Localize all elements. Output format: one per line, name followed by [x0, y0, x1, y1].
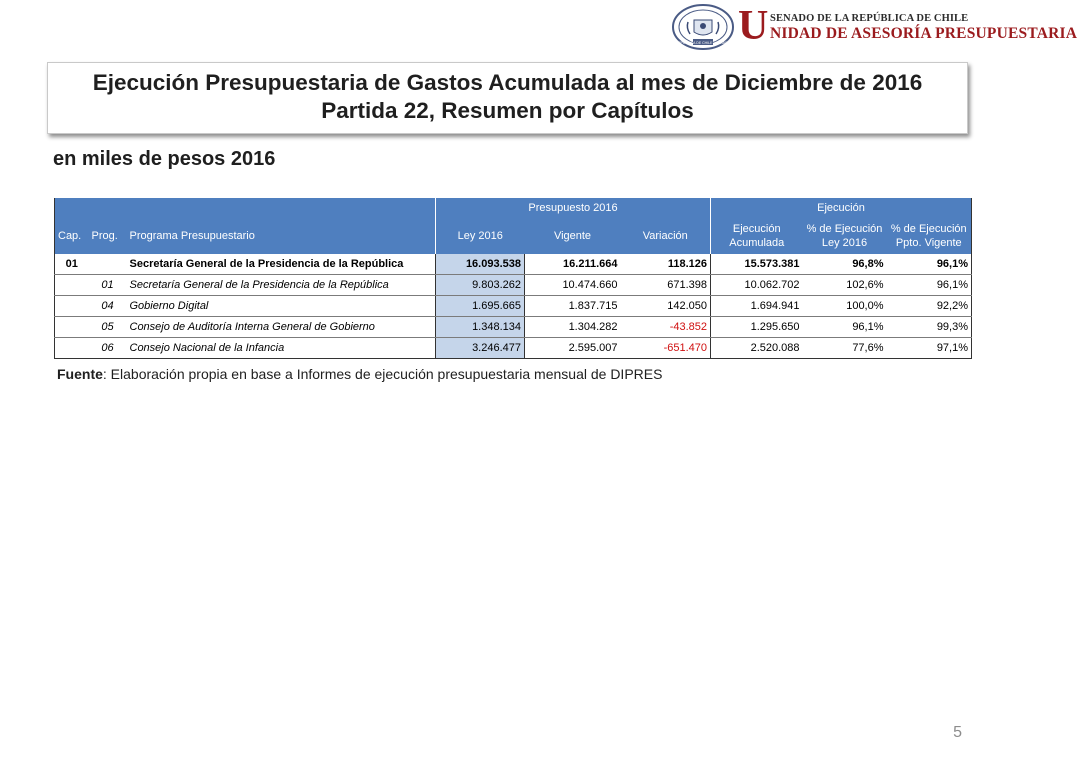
- col-ejecucion: [711, 218, 803, 254]
- cell-pct-vigente: 99,3%: [887, 317, 972, 338]
- cell-pct-vigente: 92,2%: [887, 296, 972, 317]
- table-row: [55, 338, 972, 359]
- brand-bottom-line: NIDAD DE ASESORÍA PRESUPUESTARIA: [770, 25, 1077, 42]
- senado-seal-icon: [672, 4, 734, 50]
- cell-programa: Gobierno Digital: [127, 296, 436, 317]
- table-row: [55, 275, 972, 296]
- col-variacion: Variación: [621, 218, 711, 254]
- cell-programa: Consejo de Auditoría Interna General de Gobierno: [127, 317, 436, 338]
- col-pct-vigente-line2: Ppto. Vigente: [895, 237, 962, 249]
- cell-programa: Consejo Nacional de la Infancia: [127, 338, 436, 359]
- cell-ejecucion: 10.062.702: [711, 275, 803, 296]
- svg-text:REPÚBLICA DE CHILE · SENADO: REPÚBLICA DE CHILE · SENADO: [675, 41, 731, 45]
- title-box: [47, 62, 968, 134]
- cell-variacion: 671.398: [621, 275, 711, 296]
- cell-cap: [55, 338, 89, 359]
- cell-cap: [55, 275, 89, 296]
- cell-prog: [89, 254, 127, 275]
- cell-cap: 01: [55, 254, 89, 275]
- col-pct-vigente: [887, 218, 972, 254]
- cell-variacion: 142.050: [621, 296, 711, 317]
- cell-pct-ley: 96,8%: [803, 254, 887, 275]
- cell-variacion: -651.470: [621, 338, 711, 359]
- col-programa: Programa Presupuestario: [127, 218, 436, 254]
- page-title: Ejecución Presupuestaria de Gastos Acumulada al mes de Diciembre de 2016: [92, 70, 923, 95]
- cell-ley: 3.246.477: [436, 338, 525, 359]
- col-ejecucion-line2: Acumulada: [729, 237, 785, 249]
- col-pct-ley-line2: Ley 2016: [821, 237, 868, 249]
- cell-ley: 1.695.665: [436, 296, 525, 317]
- cell-ejecucion: 2.520.088: [711, 338, 803, 359]
- cell-pct-ley: 77,6%: [803, 338, 887, 359]
- cell-vigente: 1.304.282: [525, 317, 621, 338]
- table-column-header: [55, 218, 972, 254]
- cell-pct-ley: 96,1%: [803, 317, 887, 338]
- cell-variacion: -43.852: [621, 317, 711, 338]
- budget-table: [54, 198, 972, 359]
- brand-initial: U: [738, 3, 769, 49]
- cell-vigente: 10.474.660: [525, 275, 621, 296]
- source-label: Fuente: [57, 366, 103, 382]
- cell-vigente: 2.595.007: [525, 338, 621, 359]
- units-note: en miles de pesos 2016: [53, 148, 276, 170]
- cell-ley: 9.803.262: [436, 275, 525, 296]
- source-note: [57, 366, 662, 382]
- table-row: [55, 296, 972, 317]
- cell-pct-ley: 100,0%: [803, 296, 887, 317]
- col-pct-vigente-line1: % de Ejecución: [890, 223, 967, 235]
- cell-pct-vigente: 96,1%: [887, 254, 972, 275]
- cell-programa: Secretaría General de la Presidencia de la República: [127, 275, 436, 296]
- cell-cap: [55, 317, 89, 338]
- cell-prog: 01: [89, 275, 127, 296]
- cell-cap: [55, 296, 89, 317]
- table-row: [55, 317, 972, 338]
- col-ejecucion-line1: Ejecución: [732, 223, 781, 235]
- col-ley: Ley 2016: [436, 218, 525, 254]
- col-vigente: Vigente: [525, 218, 621, 254]
- group-presupuesto: Presupuesto 2016: [436, 198, 711, 218]
- cell-vigente: 16.211.664: [525, 254, 621, 275]
- brand-top-line: SENADO DE LA REPÚBLICA DE CHILE: [770, 13, 969, 24]
- cell-variacion: 118.126: [621, 254, 711, 275]
- group-ejecucion: Ejecución: [711, 198, 972, 218]
- col-cap: Cap.: [55, 218, 89, 254]
- cell-prog: 05: [89, 317, 127, 338]
- page-number: 5: [953, 724, 962, 741]
- col-prog: Prog.: [89, 218, 127, 254]
- cell-pct-ley: 102,6%: [803, 275, 887, 296]
- col-pct-ley: [803, 218, 887, 254]
- col-pct-ley-line1: % de Ejecución: [806, 223, 883, 235]
- page-subtitle-line: Partida 22, Resumen por Capítulos: [321, 98, 694, 123]
- cell-ejecucion: 1.694.941: [711, 296, 803, 317]
- cell-programa: Secretaría General de la Presidencia de la República: [127, 254, 436, 275]
- table-row: [55, 254, 972, 275]
- cell-prog: 06: [89, 338, 127, 359]
- table-group-header: [55, 198, 972, 218]
- table-body: [55, 254, 972, 359]
- cell-prog: 04: [89, 296, 127, 317]
- cell-pct-vigente: 96,1%: [887, 275, 972, 296]
- cell-pct-vigente: 97,1%: [887, 338, 972, 359]
- cell-ejecucion: 15.573.381: [711, 254, 803, 275]
- group-header-empty: [55, 198, 89, 218]
- source-text: : Elaboración propia en base a Informes de ejecución presupuestaria mensual de DIPRES: [102, 366, 663, 382]
- cell-ejecucion: 1.295.650: [711, 317, 803, 338]
- unidad-asesoria-logo: [672, 3, 1077, 52]
- cell-ley: 16.093.538: [436, 254, 525, 275]
- cell-ley: 1.348.134: [436, 317, 525, 338]
- cell-vigente: 1.837.715: [525, 296, 621, 317]
